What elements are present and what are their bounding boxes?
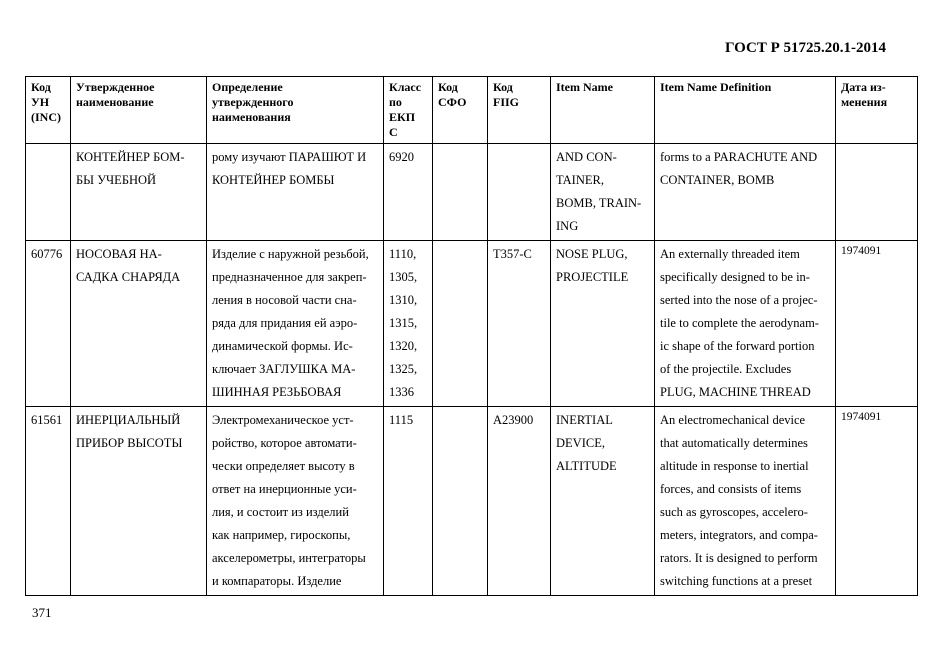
header-fiig: Код FIIG bbox=[488, 77, 551, 144]
header-item-name-definition: Item Name Definition bbox=[655, 77, 836, 144]
header-inc: Код УН (INC) bbox=[26, 77, 71, 144]
cell-fiig: A23900 bbox=[488, 407, 551, 596]
cell-change-date bbox=[836, 144, 918, 241]
cell-sfo bbox=[433, 241, 488, 407]
cell-item-name-definition: forms to a PARACHUTE AND CONTAINER, BOMB bbox=[655, 144, 836, 241]
cell-sfo bbox=[433, 144, 488, 241]
cell-approved-name: КОНТЕЙНЕР БОМ- БЫ УЧЕБНОЙ bbox=[71, 144, 207, 241]
table-header-row bbox=[26, 77, 918, 144]
header-definition: Определение утвержденного наименования bbox=[207, 77, 384, 144]
cell-approved-name: ИНЕРЦИАЛЬНЫЙ ПРИБОР ВЫСОТЫ bbox=[71, 407, 207, 596]
cell-item-name-definition: An electromechanical device that automatically determines altitude in response to inertial forces, and consists of items such as gyroscopes, accelero- meters, integrators, and compa- rators. It is designed to perform switching functions at a preset bbox=[655, 407, 836, 596]
cell-fiig: T357-C bbox=[488, 241, 551, 407]
cell-class: 1110, 1305, 1310, 1315, 1320, 1325, 1336 bbox=[384, 241, 433, 407]
document-code: ГОСТ Р 51725.20.1-2014 bbox=[725, 40, 887, 56]
page-number: 371 bbox=[32, 605, 52, 620]
cell-definition: Изделие с наружной резьбой, предназначенное для закреп- ления в носовой части сна- ряда для придания ей аэро- динамической формы. Ис- ключает ЗАГЛУШКА МА- ШИННАЯ РЕЗЬБОВАЯ bbox=[207, 241, 384, 407]
cell-inc: 61561 bbox=[26, 407, 71, 596]
cell-definition: рому изучают ПАРАШЮТ И КОНТЕЙНЕР БОМБЫ bbox=[207, 144, 384, 241]
cell-sfo bbox=[433, 407, 488, 596]
cell-item-name: INERTIAL DEVICE, ALTITUDE bbox=[551, 407, 655, 596]
header-approved-name: Утвержденное наименование bbox=[71, 77, 207, 144]
cell-definition: Электромеханическое уст- ройство, которое автомати- чески определяет высоту в ответ на инерционные уси- лия, и состоит из изделий как например, гироскопы, акселерометры, интеграторы и компараторы. Изделие bbox=[207, 407, 384, 596]
cell-fiig bbox=[488, 144, 551, 241]
header-change-date: Дата из- менения bbox=[836, 77, 918, 144]
cell-class: 6920 bbox=[384, 144, 433, 241]
cell-approved-name: НОСОВАЯ НА- САДКА СНАРЯДА bbox=[71, 241, 207, 407]
table-row bbox=[26, 407, 918, 596]
header-sfo: Код СФО bbox=[433, 77, 488, 144]
cell-item-name: AND CON- TAINER, BOMB, TRAIN- ING bbox=[551, 144, 655, 241]
cell-change-date: 1974091 bbox=[836, 241, 918, 407]
header-item-name: Item Name bbox=[551, 77, 655, 144]
cell-change-date: 1974091 bbox=[836, 407, 918, 596]
table-row bbox=[26, 144, 918, 241]
cell-class: 1115 bbox=[384, 407, 433, 596]
specification-table bbox=[25, 76, 918, 596]
cell-item-name: NOSE PLUG, PROJECTILE bbox=[551, 241, 655, 407]
header-class: Класс по ЕКП С bbox=[384, 77, 433, 144]
cell-inc bbox=[26, 144, 71, 241]
table-row bbox=[26, 241, 918, 407]
cell-inc: 60776 bbox=[26, 241, 71, 407]
cell-item-name-definition: An externally threaded item specifically designed to be in- serted into the nose of a projec- tile to complete the aerodynam- ic shape of the forward portion of the projectile. Excludes PLUG, MACHINE THREAD bbox=[655, 241, 836, 407]
